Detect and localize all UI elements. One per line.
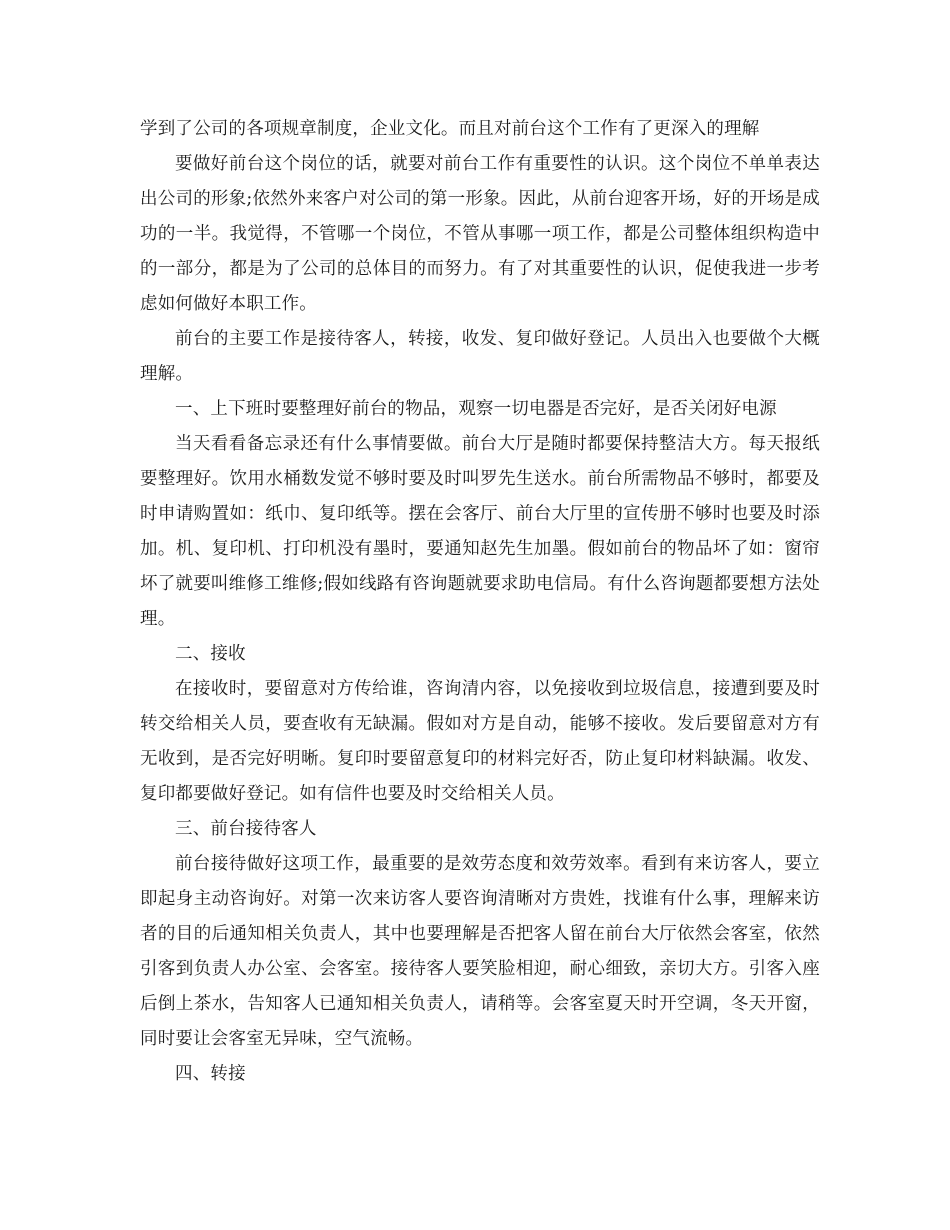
paragraph-main-duties: 前台的主要工作是接待客人，转接，收发、复印做好登记。人员出入也要做个大概理解。 xyxy=(140,329,820,384)
paragraph-reception: 前台接待做好这项工作，最重要的是效劳态度和效劳效率。看到有来访客人，要立即起身主动咨询好。对第一次来访客人要咨询清晰对方贵姓，找谁有什么事，理解来访者的目的后通知相关负责人，其中也要理解是否把客人留在前台大厅依然会客室，依然引客到负责人办公室、会客室。接待客人要笑脸相迎，耐心细致，亲切大方。引客入座后倒上茶水，告知客人已通知相关负责人，请稍等。会客室夏天时开空调，冬天开窗，同时要让会客室无异味，空气流畅。 xyxy=(140,854,820,1049)
paragraph-importance: 要做好前台这个岗位的话，就要对前台工作有重要性的认识。这个岗位不单单表达出公司的形象;依然外来客户对公司的第一形象。因此，从前台迎客开场，好的开场是成功的一半。我觉得，不管哪一个岗位，不管从事哪一项工作，都是公司整体组织构造中的一部分，都是为了公司的总体目的而努力。有了对其重要性的认识，促使我进一步考虑如何做好本职工作。 xyxy=(140,154,820,314)
document-body xyxy=(140,112,820,1092)
paragraph-continuation: 学到了公司的各项规章制度，企业文化。而且对前台这个工作有了更深入的理解 xyxy=(140,119,760,139)
section-heading-transfer: 四、转接 xyxy=(175,1064,246,1084)
paragraph-receive: 在接收时，要留意对方传给谁，咨询清内容，以免接收到垃圾信息，接遭到要及时转交给相关人员，要查收有无缺漏。假如对方是自动，能够不接收。发后要留意对方有无收到，是否完好明晰。复印时要留意复印的材料完好否，防止复印材料缺漏。收发、复印都要做好登记。如有信件也要及时交给相关人员。 xyxy=(140,679,820,804)
section-heading-reception: 三、前台接待客人 xyxy=(175,819,317,839)
section-heading-receive: 二、接收 xyxy=(175,644,246,664)
paragraph-item-one: 一、上下班时要整理好前台的物品，观察一切电器是否完好，是否关闭好电源 xyxy=(175,399,777,419)
paragraph-daily-tasks: 当天看看备忘录还有什么事情要做。前台大厅是随时都要保持整洁大方。每天报纸要整理好。饮用水桶数发觉不够时要及时叫罗先生送水。前台所需物品不够时，都要及时申请购置如：纸巾、复印纸等。摆在会客厅、前台大厅里的宣传册不够时也要及时添加。机、复印机、打印机没有墨时，要通知赵先生加墨。假如前台的物品坏了如：窗帘坏了就要叫维修工维修;假如线路有咨询题就要求助电信局。有什么咨询题都要想方法处理。 xyxy=(140,434,820,629)
